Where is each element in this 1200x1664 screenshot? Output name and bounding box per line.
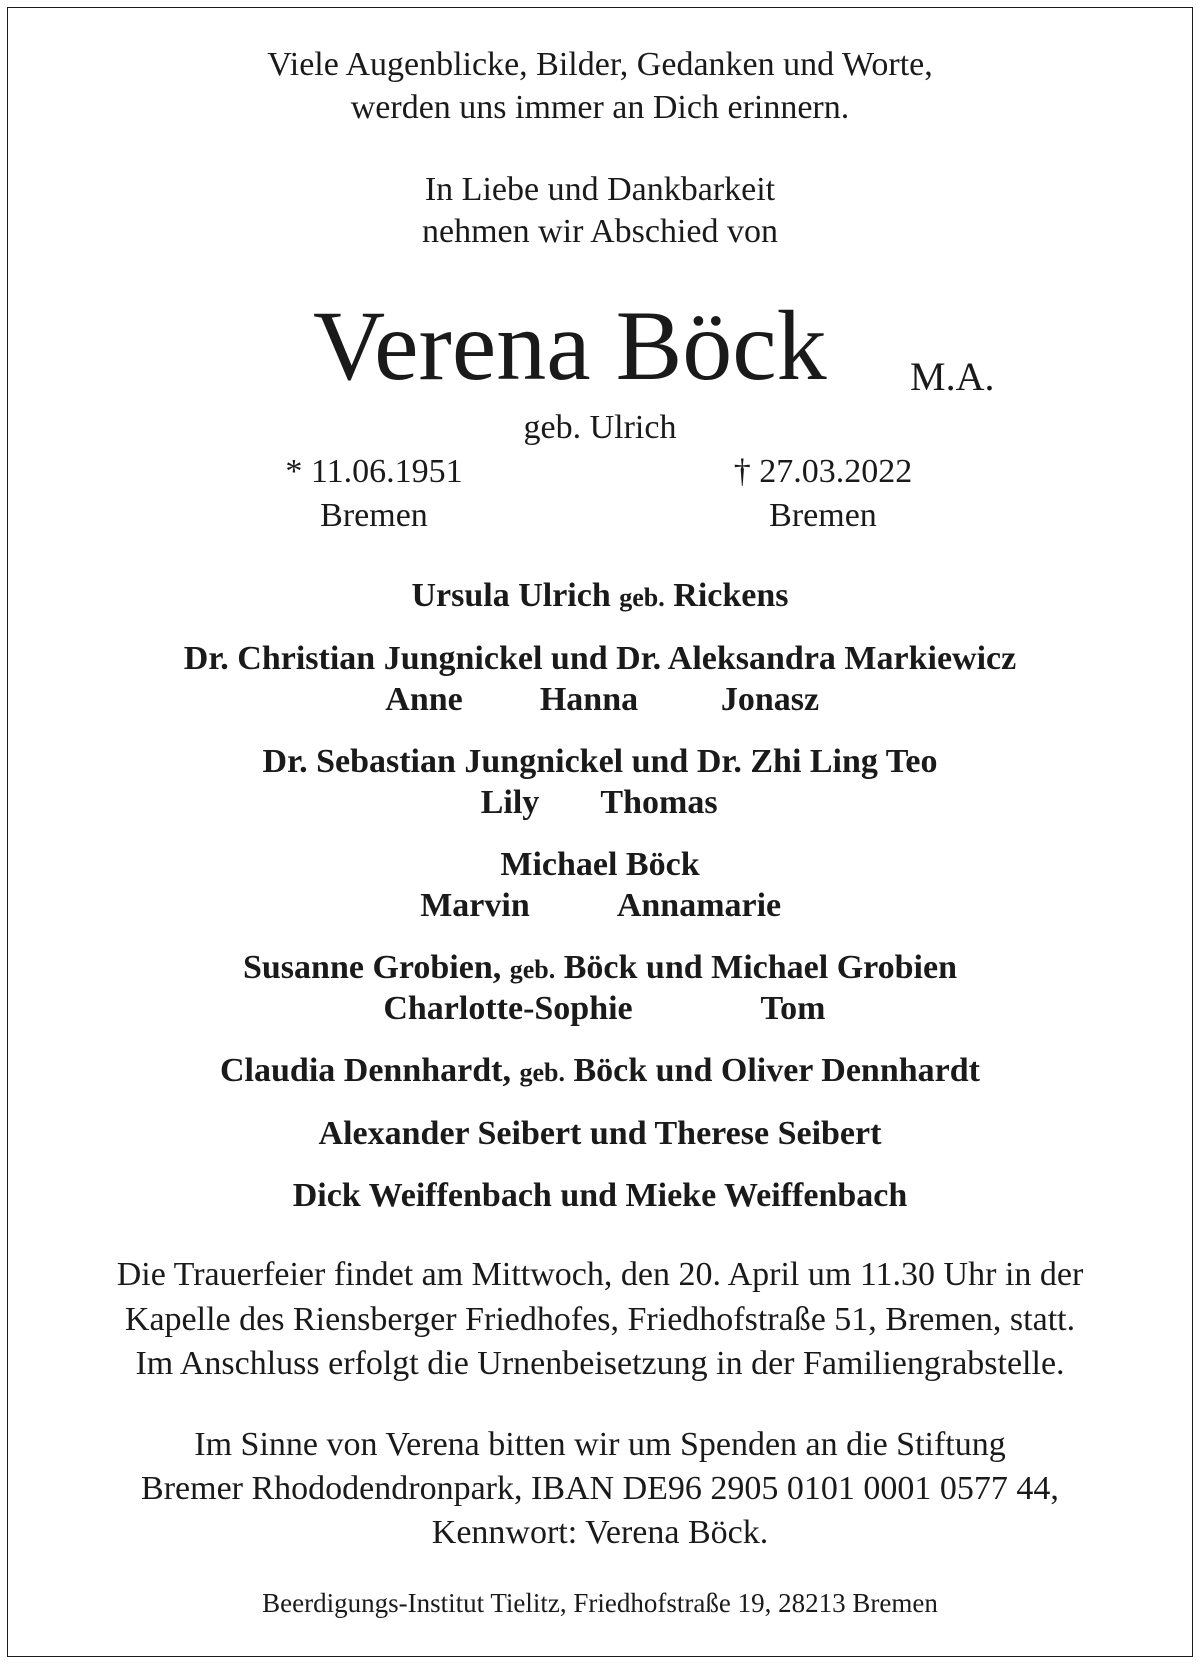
mourner-7: Alexander Seibert und Therese Seibert: [318, 1115, 882, 1152]
mourner-4: Michael Böck: [500, 846, 700, 883]
mourner-5-child: Charlotte-Sophie: [383, 990, 633, 1027]
intro-line-1: Viele Augenblicke, Bilder, Gedanken und Worte,: [267, 46, 933, 83]
mourner-5-geb: geb.: [509, 955, 556, 984]
mourner-3-child: Lily: [480, 784, 540, 821]
mourner-5-child: Tom: [760, 990, 826, 1027]
mourner-6-name: Claudia Dennhardt,: [220, 1052, 511, 1089]
obituary-border: [7, 7, 1193, 1657]
donation-line-2: Bremer Rhododendronpark, IBAN DE96 2905 0101 0001 0577 44,: [141, 1470, 1059, 1507]
intro-line-3: In Liebe und Dankbarkeit: [424, 171, 776, 208]
mourner-5-name: Susanne Grobien,: [242, 949, 502, 986]
mourner-6-geb: geb.: [519, 1058, 565, 1087]
mourner-5: [0, 951, 1200, 985]
died-date: † 27.03.2022: [733, 453, 913, 490]
mourner-4-child: Annamarie: [616, 887, 782, 924]
died-place: Bremen: [769, 497, 877, 534]
mourner-3-child: Thomas: [600, 784, 718, 821]
mourner-2-child: Anne: [385, 681, 463, 718]
mourner-3: Dr. Sebastian Jungnickel und Dr. Zhi Ling Teo: [262, 743, 938, 780]
mourner-4-child: Marvin: [420, 887, 530, 924]
mourner-1-name: Ursula Ulrich: [411, 577, 611, 614]
mourner-1-geb: geb.: [619, 583, 665, 612]
funeral-line-3: Im Anschluss erfolgt die Urnenbeisetzung in der Familiengrabstelle.: [135, 1345, 1065, 1382]
mourner-2-child: Hanna: [539, 681, 639, 718]
mourner-6: [0, 1054, 1200, 1088]
funeral-line-1: Die Trauerfeier findet am Mittwoch, den 20. April um 11.30 Uhr in der: [116, 1256, 1084, 1293]
born-place: Bremen: [320, 497, 428, 534]
deceased-title: M.A.: [910, 354, 995, 399]
mourner-5-rest: Böck und Michael Grobien: [563, 949, 957, 986]
donation-line-1: Im Sinne von Verena bitten wir um Spenden an die Stiftung: [194, 1426, 1006, 1463]
mourner-2-child: Jonasz: [720, 681, 820, 718]
funeral-line-2: Kapelle des Riensberger Friedhofes, Friedhofstraße 51, Bremen, statt.: [124, 1301, 1076, 1338]
mourner-6-rest: Böck und Oliver Dennhardt: [573, 1052, 980, 1089]
mourner-8: Dick Weiffenbach und Mieke Weiffenbach: [292, 1177, 908, 1214]
mourner-2: Dr. Christian Jungnickel und Dr. Aleksandra Markiewicz: [183, 640, 1017, 677]
deceased-name: Verena Böck: [313, 290, 827, 401]
donation-line-3: Kennwort: Verena Böck.: [431, 1514, 769, 1551]
born-date: * 11.06.1951: [285, 453, 463, 490]
intro-line-2: werden uns immer an Dich erinnern.: [350, 89, 850, 126]
funeral-home-footer: Beerdigungs-Institut Tielitz, Friedhofstraße 19, 28213 Bremen: [262, 1588, 938, 1618]
birth-name: geb. Ulrich: [523, 409, 677, 446]
intro-line-4: nehmen wir Abschied von: [422, 213, 778, 250]
mourner-1: [0, 579, 1200, 613]
mourner-1-maiden: Rickens: [673, 577, 789, 614]
